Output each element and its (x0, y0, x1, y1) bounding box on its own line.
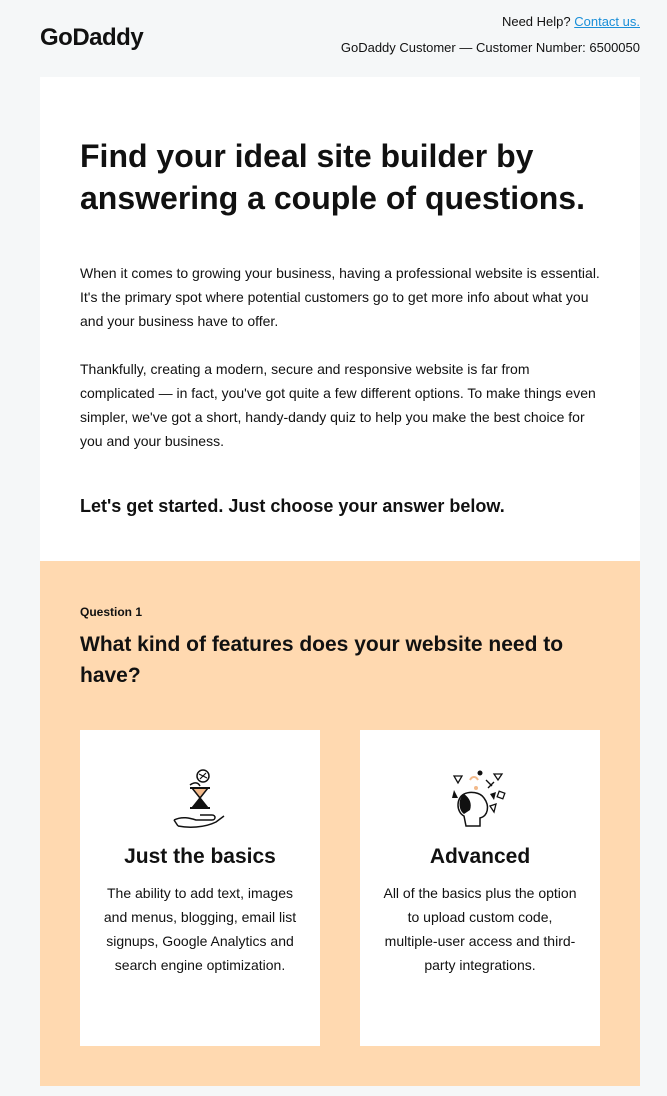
option-description: All of the basics plus the option to upload custom code, multiple-user access and third-party integrations. (383, 885, 577, 973)
page-title: Find your ideal site builder by answering a couple of questions. (80, 138, 585, 216)
question-label: Question 1 (80, 605, 143, 619)
contact-us-link[interactable]: Contact us. (574, 14, 640, 29)
option-advanced[interactable] (360, 730, 600, 1046)
question-title: What kind of features does your website need to have? (80, 633, 564, 687)
head-with-shapes-icon (450, 768, 510, 830)
godaddy-logo[interactable]: GoDaddy (40, 24, 144, 51)
intro-card (40, 77, 640, 561)
question-section (40, 561, 640, 1086)
customer-number: GoDaddy Customer — Customer Number: 6500050 (340, 40, 640, 55)
hand-holding-hourglass-icon (170, 768, 230, 830)
intro-paragraph-2: Thankfully, creating a modern, secure and responsive website is far from complicated — in fact, you've got quite a few different options. To make things even simpler, we've got a short, handy-dandy quiz to help you make the best choice for you and your business. (80, 361, 596, 449)
option-description: The ability to add text, images and menus, blogging, email list signups, Google Analytics and search engine optimization. (103, 885, 297, 973)
help-prefix: Need Help? (501, 14, 571, 29)
option-just-the-basics[interactable] (80, 730, 320, 1046)
help-line (502, 14, 640, 29)
option-title: Just the basics (124, 845, 276, 868)
intro-paragraph-1: When it comes to growing your business, having a professional website is essential. It's the primary spot where potential customers go to get more info about what you and your business have to offer. (80, 265, 600, 329)
option-title: Advanced (429, 845, 531, 868)
get-started-lead: Let's get started. Just choose your answer below. (80, 496, 505, 516)
email-header (0, 0, 667, 77)
